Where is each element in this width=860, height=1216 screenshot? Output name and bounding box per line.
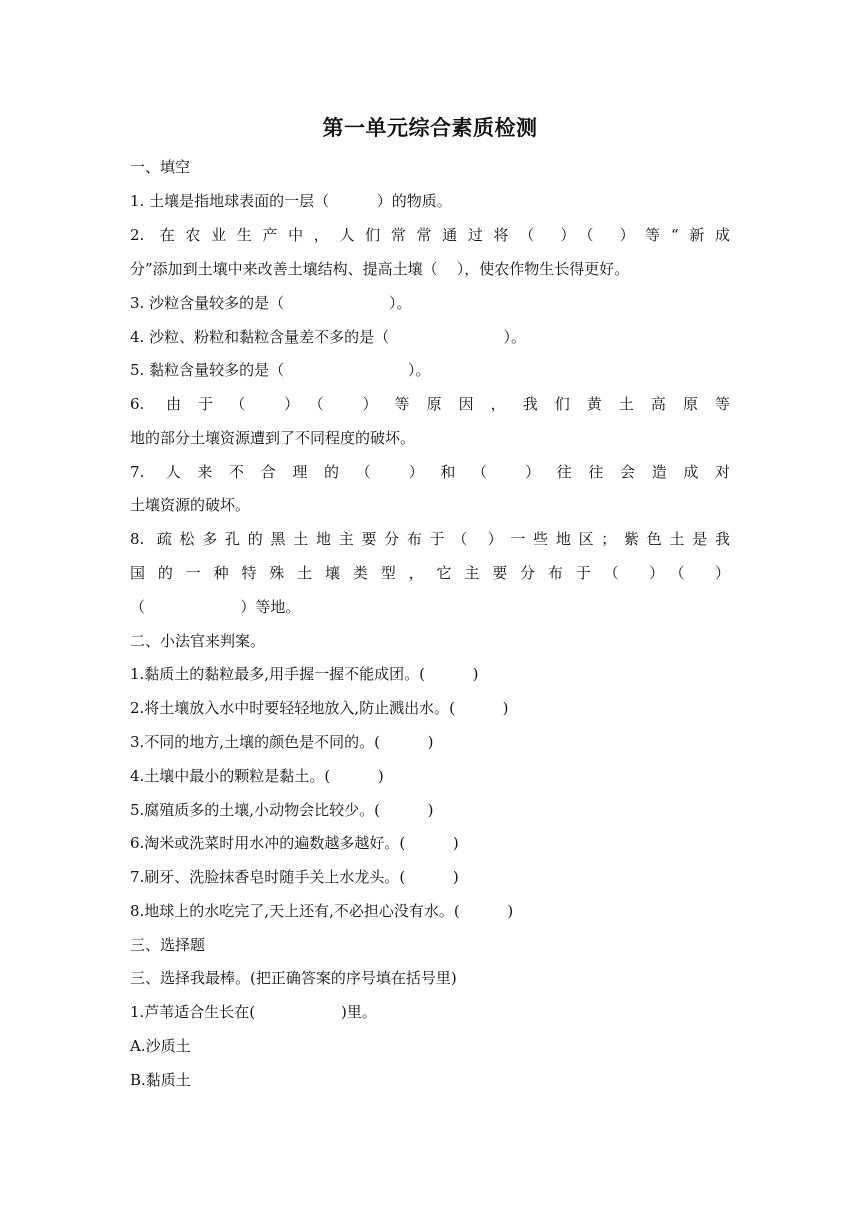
choice-question: 1.芦苇适合生长在( )里。 [130, 1003, 377, 1021]
fill-blank-line: 分”添加到土壤中来改善土壤结构、提高土壤（ ），使农作物生长得更好。 [130, 260, 630, 278]
judge-item: 6.淘米或洗菜时用水冲的遍数越多越好。( ) [130, 834, 459, 852]
section-heading-fill-blank: 一、填空 [130, 158, 191, 176]
fill-blank-line: 2. 在农业生产中，人们常常通过将（ ）（ ）等“新成 [130, 226, 730, 244]
fill-blank-line: 3. 沙粒含量较多的是（ ）。 [130, 294, 412, 312]
fill-blank-line: 7. 人来不合理的（ ）和（ ）往往会造成对 [130, 463, 730, 481]
section-subheading-choice: 三、选择我最棒。(把正确答案的序号填在括号里) [130, 969, 457, 987]
fill-blank-line: 土壤资源的破坏。 [130, 496, 251, 514]
judge-item: 8.地球上的水吃完了,天上还有,不必担心没有水。( ) [130, 902, 514, 920]
section-heading-judge: 二、小法官来判案。 [130, 632, 266, 650]
judge-item: 2.将土壤放入水中时要轻轻地放入,防止溅出水。( ) [130, 699, 509, 717]
fill-blank-line: 1. 土壤是指地球表面的一层（ ）的物质。 [130, 192, 452, 210]
fill-blank-line: 6. 由于（ ）（ ）等原因，我们黄土高原等 [130, 395, 730, 413]
section-heading-choice: 三、选择题 [130, 936, 206, 954]
judge-item: 5.腐殖质多的土壤,小动物会比较少。( ) [130, 801, 434, 819]
fill-blank-line: 5. 黏粒含量较多的是（ ）。 [130, 361, 431, 379]
page-title: 第一单元综合素质检测 [322, 116, 538, 140]
fill-blank-line: 8. 疏松多孔的黑土地主要分布于（ ）一些地区；紫色土是我 [130, 530, 730, 548]
fill-blank-line: （ ）等地。 [130, 598, 301, 616]
judge-item: 7.刷牙、洗脸抹香皂时随手关上水龙头。( ) [130, 868, 459, 886]
fill-blank-line: 地的部分土壤资源遭到了不同程度的破坏。 [130, 429, 416, 447]
judge-item: 1.黏质土的黏粒最多,用手握一握不能成团。( ) [130, 665, 479, 683]
judge-item: 3.不同的地方,土壤的颜色是不同的。( ) [130, 733, 434, 751]
fill-blank-line: 4. 沙粒、粉粒和黏粒含量差不多的是（ ）。 [130, 328, 527, 346]
choice-option-a: A.沙质土 [130, 1037, 191, 1055]
judge-item: 4.土壤中最小的颗粒是黏土。( ) [130, 767, 384, 785]
fill-blank-line: 国的一种特殊土壤类型，它主要分布于（ ）（ ） [130, 564, 730, 582]
choice-option-b: B.黏质土 [130, 1071, 191, 1089]
